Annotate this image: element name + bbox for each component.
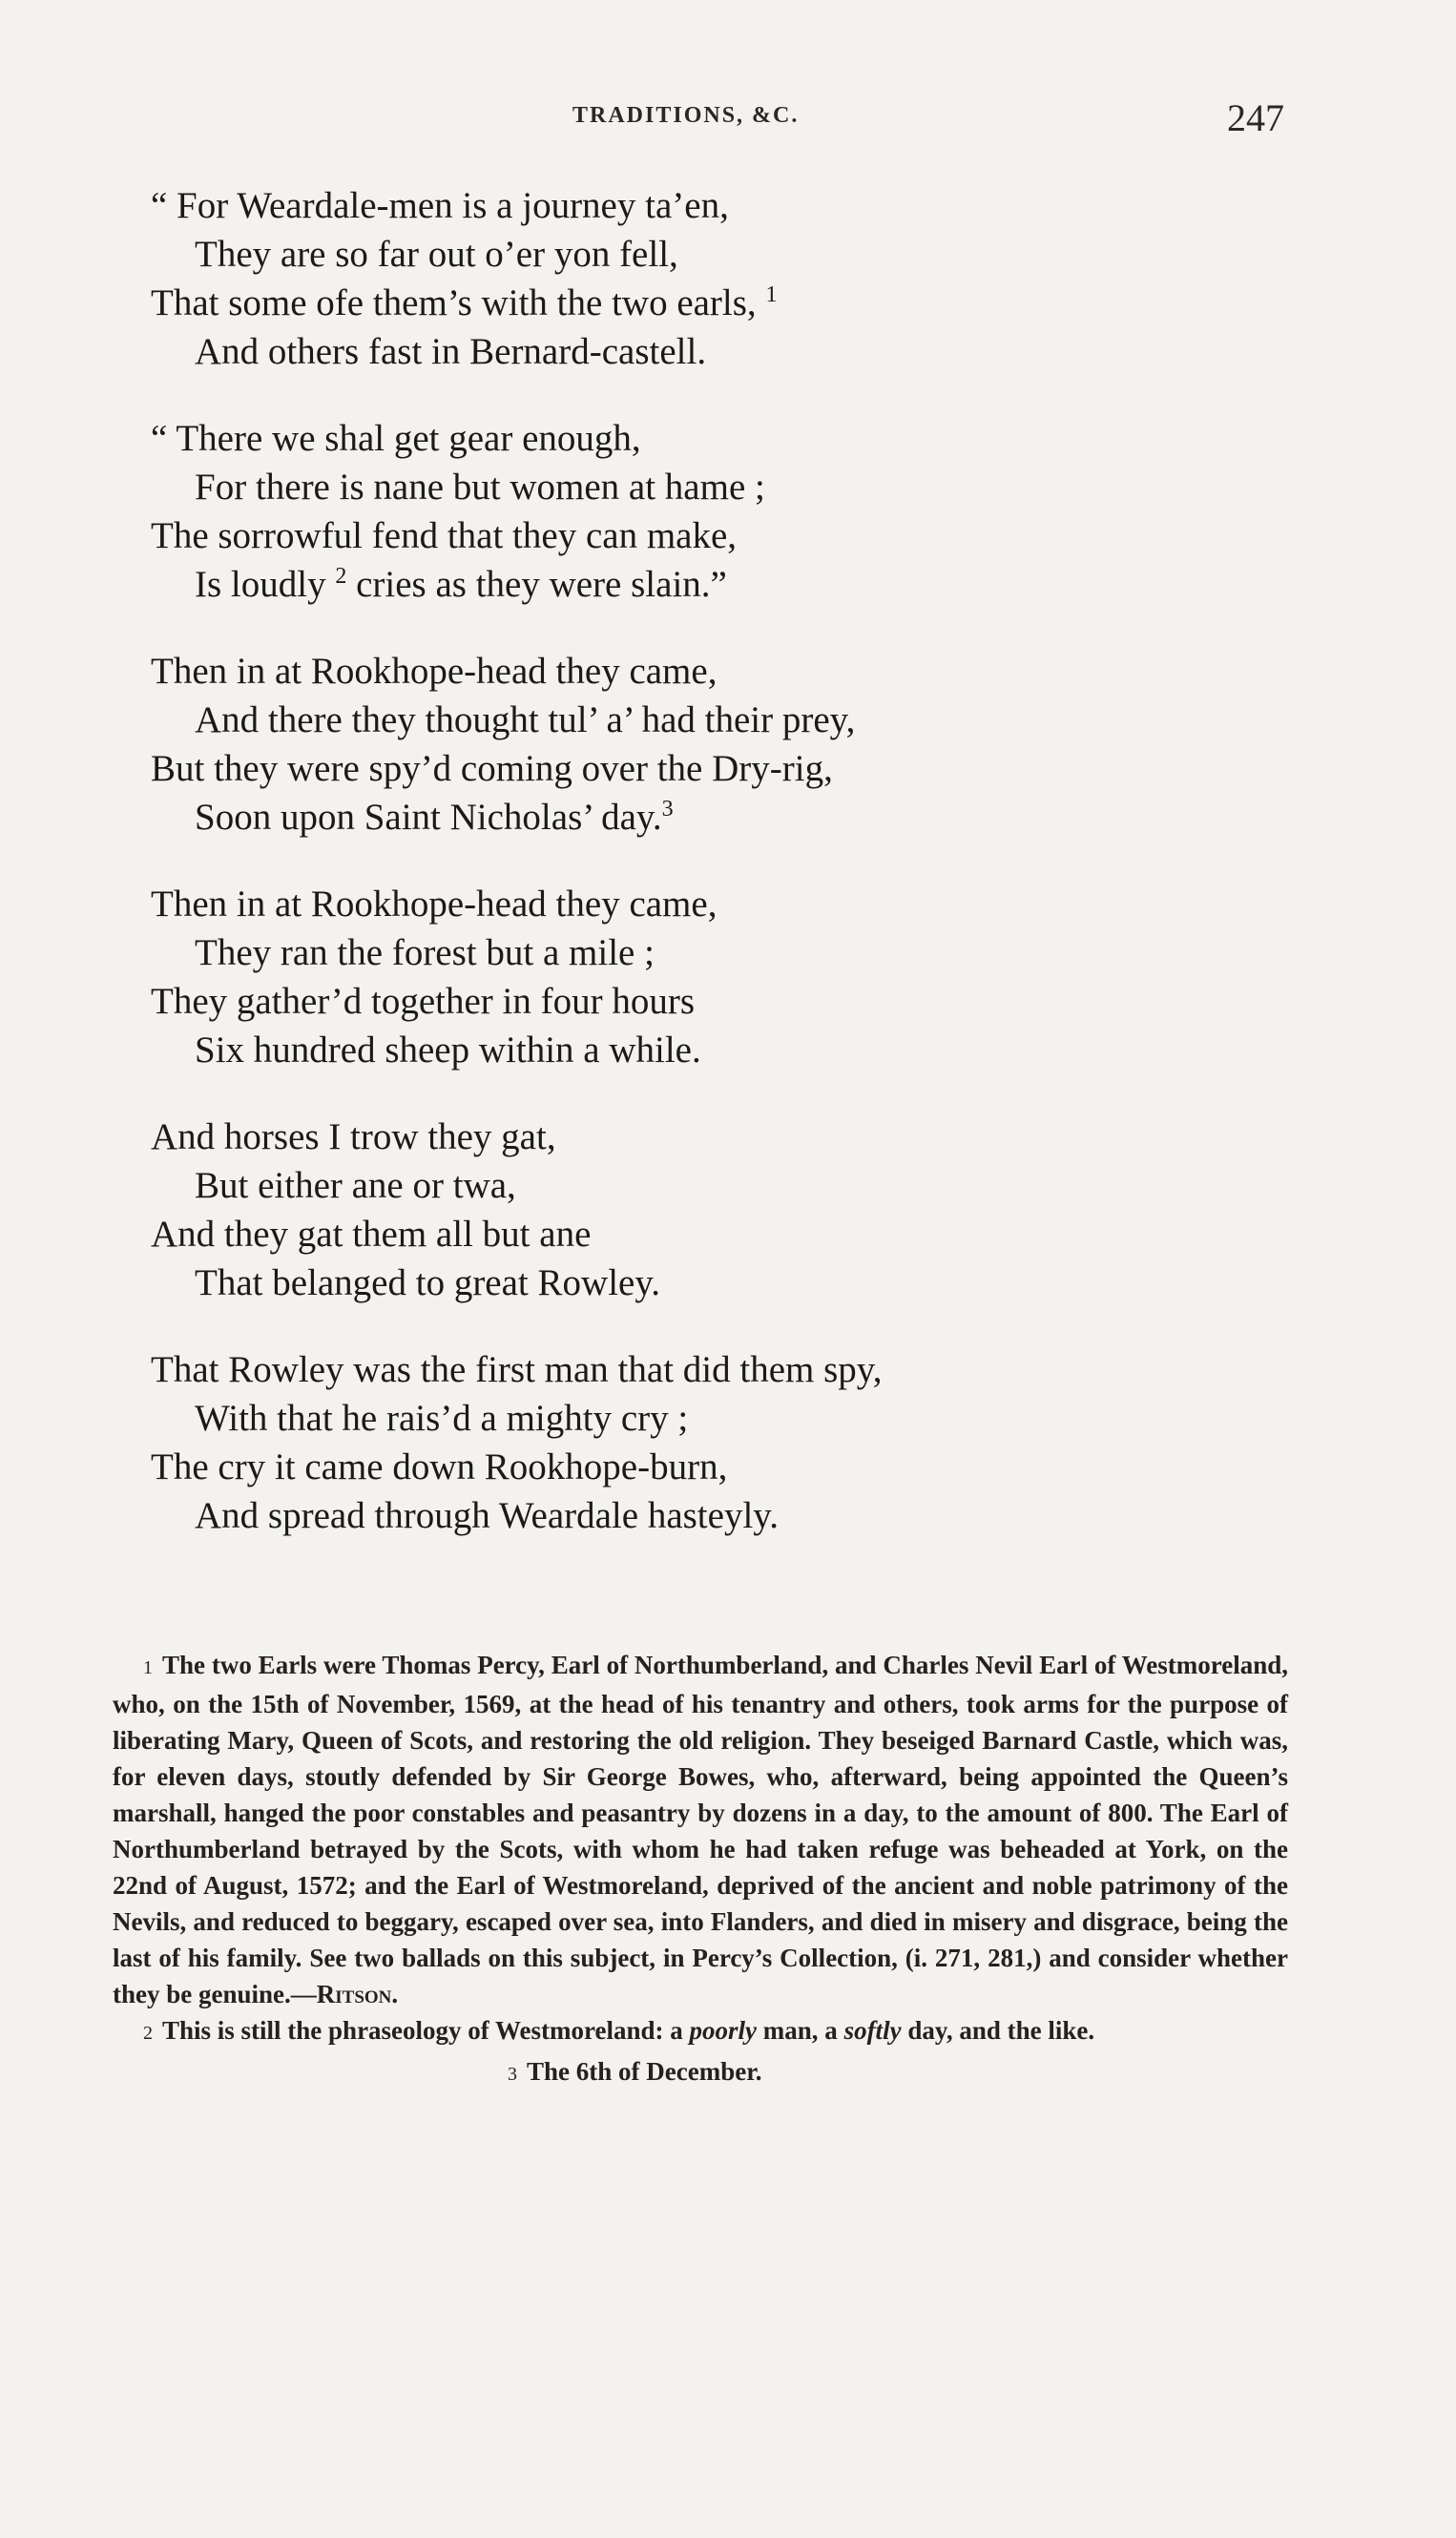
footnote-2: 2 This is still the phraseology of Westmoreland: a poorly man, a softly day, and the like. [143,2016,1095,2045]
page-number: 247 [1227,96,1284,139]
footnote-text: The two Earls were Thomas Percy, Earl of Northumberland, and Charles Nevil Earl of Westmoreland, who, on the 15th of November, 1569, at the head of his tenantry and others, took arms for the purpose of liberating Mary, Queen of Scots, and restoring the old religion. They beseiged Barnard Castle, which was, for eleven days, stoutly defended by Sir George Bowes, who, afterward, being appointed the Queen’s marshall, hanged the poor constables and peasantry by dozens in a day, to the amount of 800. The Earl of Northumberland betrayed by the Scots, with whom he had taken refuge was beheaded at York, on the 22nd of August, 1572; and the Earl of Westmoreland, deprived of the ancient and noble patrimony of the Nevils, and reduced to beggary, escaped over sea, into Flanders, and died in misery and disgrace, being the last of his family. See two ballads on this subject, in Percy’s Collection, (i. 271, 281,) and consider whether they be genuine.— [113,1651,1288,2008]
footnote-marker: 1 [765,282,778,307]
poem-line: Is loudly $^2$ cries as they were slain.” [195,564,727,605]
poem-line: And horses I trow they gat, [151,1116,556,1157]
running-head: TRADITIONS, &C. [572,103,800,128]
footnote-marker: 2 [335,564,347,589]
poem-line: “ There we shal get gear enough, [151,418,641,459]
poem-line: With that he rais’d a mighty cry ; [195,1398,689,1439]
footnote-number: 1 [143,1657,153,1678]
footnote-marker: 3 [661,797,674,822]
poem-line: Then in at Rookhope-head they came, [151,651,718,692]
stanza-6 [0,1345,1456,1540]
stanza-2 [0,414,1456,609]
poem-line: The cry it came down Rookhope-burn, [151,1446,728,1487]
poem-line: “ For Weardale-men is a journey ta’en, [151,185,729,226]
poem-line: They ran the forest but a mile ; [195,932,655,973]
poem-line: Then in at Rookhope-head they came, [151,884,718,925]
poem-line: But either ane or twa, [195,1165,516,1206]
footnote-text: The 6th of December. [527,2057,762,2086]
footnote-3 [113,2053,1288,2092]
poem-line: But they were spy’d coming over the Dry-rig, [151,748,833,789]
stanza-5 [0,1113,1456,1307]
poem-line: And they gat them all but ane [151,1214,592,1255]
poem-line: That belanged to great Rowley. [195,1262,661,1303]
poem-line: They are so far out o’er yon fell, [195,234,678,275]
footnotes [113,1647,1288,2092]
poem-line: And spread through Weardale hasteyly. [195,1495,780,1536]
poem-line: They gather’d together in four hours [151,981,696,1022]
poem-line: Six hundred sheep within a while. [195,1030,701,1071]
stanza-1 [0,181,1456,376]
poem [0,181,1456,1578]
poem-line: And others fast in Bernard-castell. [195,331,707,372]
stanza-3 [0,647,1456,842]
poem-line: The sorrowful fend that they can make, [151,515,738,556]
footnote-number: 2 [143,2023,153,2044]
footnote-number: 3 [508,2064,517,2085]
poem-line: That Rowley was the first man that did them spy, [151,1349,883,1390]
poem-line: For there is nane but women at hame ; [195,467,765,508]
poem-line: And there they thought tul’ a’ had their prey, [195,699,856,740]
footnote-author: Ritson. [316,1980,399,2008]
stanza-4 [0,880,1456,1074]
footnote-1 [113,1647,1288,2012]
poem-line: Soon upon Saint Nicholas’ day.$^3$ [195,797,674,838]
poem-line: That some ofe them’s with the two earls, $^1$ [151,282,778,323]
